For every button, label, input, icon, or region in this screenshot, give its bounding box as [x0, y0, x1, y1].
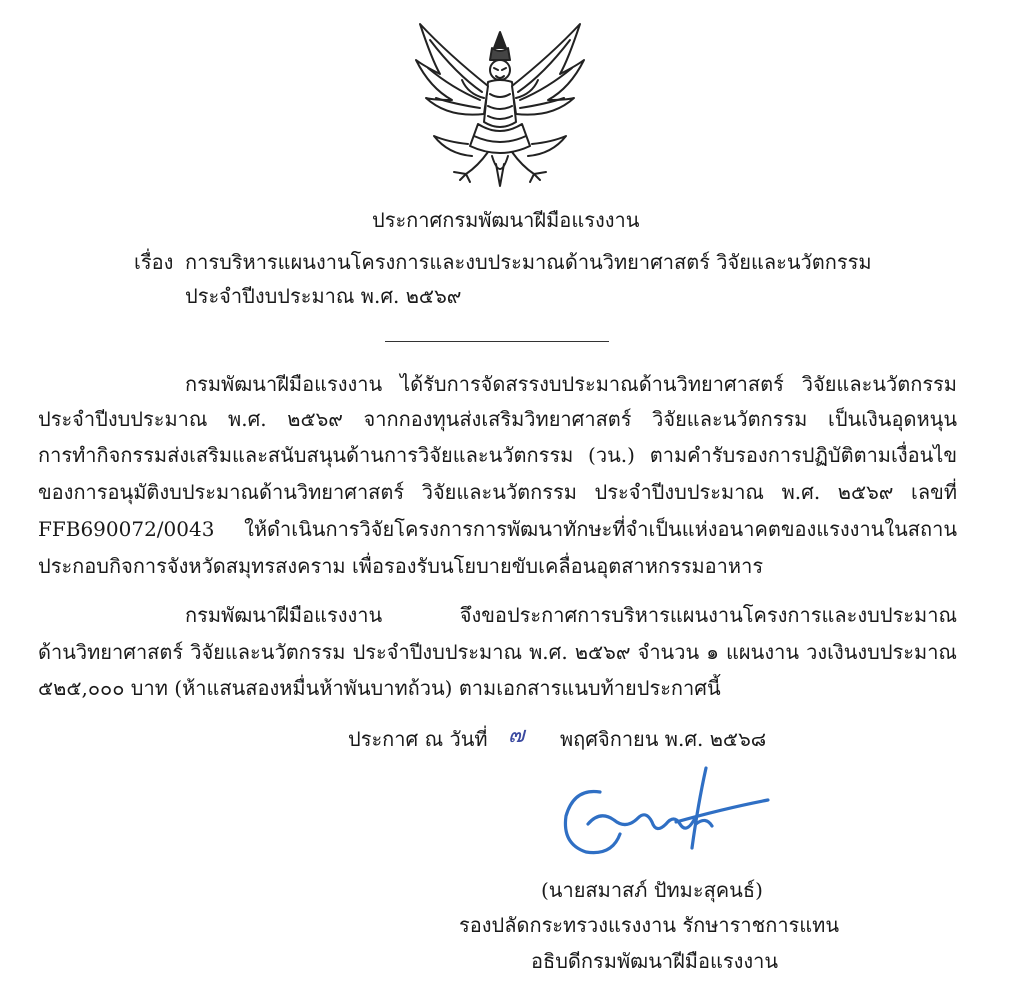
paragraph-1-line-1: กรมพัฒนาฝีมือแรงงาน ได้รับการจัดสรรงบประมาณด้านวิทยาศาสตร์ วิจัยและนวัตกรรม	[185, 372, 957, 396]
paragraph-2-line-2: ด้านวิทยาศาสตร์ วิจัยและนวัตกรรม ประจำปีงบประมาณ พ.ศ. ๒๕๖๙ จำนวน ๑ แผนงาน วงเงินงบประมาณ	[38, 640, 957, 664]
handwritten-signature	[556, 764, 776, 864]
subject-line-2: ประจำปีงบประมาณ พ.ศ. ๒๕๖๙	[185, 284, 462, 308]
header-divider	[385, 341, 609, 342]
garuda-emblem-icon	[408, 14, 592, 198]
subject-line-1: การบริหารแผนงานโครงการและงบประมาณด้านวิทยาศาสตร์ วิจัยและนวัตกรรม	[185, 250, 872, 274]
signatory-position-1: รองปลัดกระทรวงแรงงาน รักษาราชการแทน	[459, 913, 840, 937]
paragraph-1-line-3: การทำกิจกรรมส่งเสริมและสนับสนุนด้านการวิจัยและนวัตกรรม (วน.) ตามคำรับรองการปฏิบัติตามเงื่อนไข	[38, 443, 957, 467]
announce-month-year: พฤศจิกายน พ.ศ. ๒๕๖๘	[560, 727, 767, 751]
signatory-name: (นายสมาสภ์ ปัทมะสุคนธ์)	[541, 878, 763, 902]
signatory-position-2: อธิบดีกรมพัฒนาฝีมือแรงงาน	[531, 949, 779, 973]
announcement-title: ประกาศกรมพัฒนาฝีมือแรงงาน	[372, 208, 640, 232]
paragraph-1-line-4: ของการอนุมัติงบประมาณด้านวิทยาศาสตร์ วิจัยและนวัตกรรม ประจำปีงบประมาณ พ.ศ. ๒๕๖๙ เลขที่	[38, 480, 957, 504]
announce-day: ๗	[508, 723, 525, 748]
paragraph-1-line-6: ประกอบกิจการจังหวัดสมุทรสงคราม เพื่อรองรับนโยบายขับเคลื่อนอุตสาหกรรมอาหาร	[38, 554, 764, 578]
paragraph-2-line-1: กรมพัฒนาฝีมือแรงงาน จึงขอประกาศการบริหารแผนงานโครงการและงบประมาณ	[185, 603, 957, 627]
paragraph-2-line-3: ๕๒๕,๐๐๐ บาท (ห้าแสนสองหมื่นห้าพันบาทถ้วน) ตามเอกสารแนบท้ายประกาศนี้	[38, 676, 721, 700]
subject-label: เรื่อง	[134, 250, 174, 274]
announce-date-prefix: ประกาศ ณ วันที่	[348, 727, 488, 751]
paragraph-1-line-2: ประจำปีงบประมาณ พ.ศ. ๒๕๖๙ จากกองทุนส่งเสริมวิทยาศาสตร์ วิจัยและนวัตกรรม เป็นเงินอุดหนุน	[38, 407, 957, 431]
paragraph-1-line-5: FFB690072/0043 ให้ดำเนินการวิจัยโครงการการพัฒนาทักษะที่จำเป็นแห่งอนาคตของแรงงานในสถาน	[38, 517, 957, 541]
